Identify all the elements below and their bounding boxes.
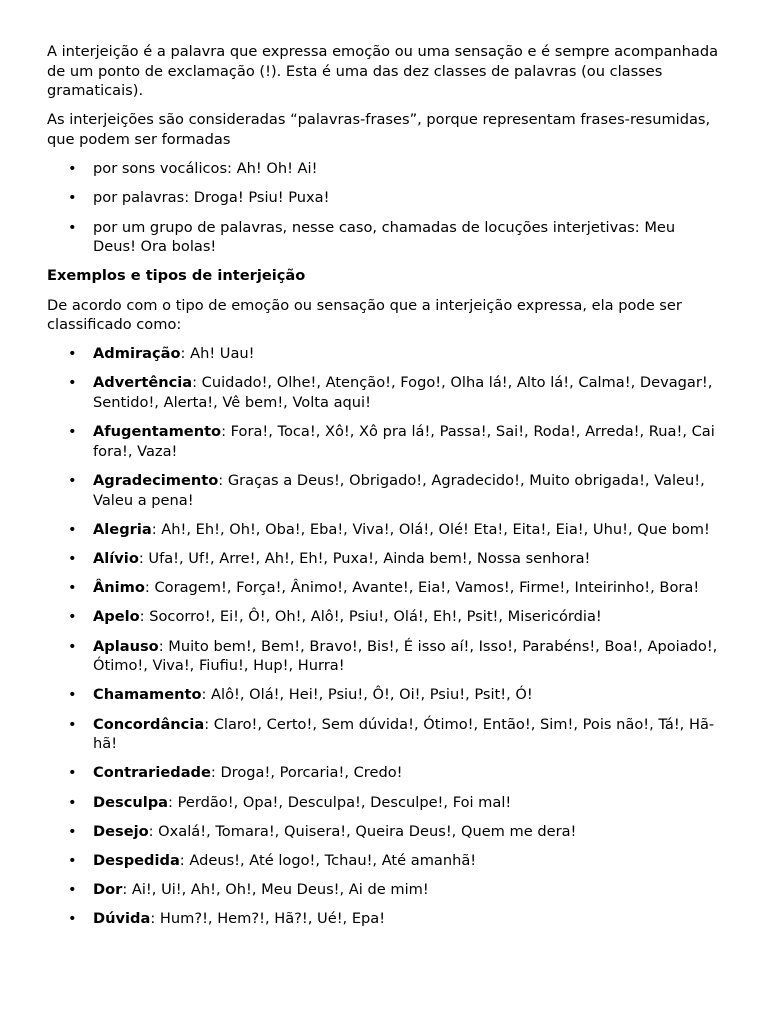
list-item bbox=[93, 373, 722, 412]
section-intro-paragraph: De acordo com o tipo de emoção ou sensação que a interjeição expressa, ela pode ser classificado como: bbox=[47, 296, 682, 334]
list-item: • por um grupo de palavras, nesse caso, chamadas de locuções interjetivas: Meu Deus! Ora bolas! bbox=[93, 218, 722, 257]
type-examples: : Graças a Deus!, Obrigado!, Agradecido!, Muito obrigada!, Valeu!, Valeu a pena! bbox=[93, 472, 705, 509]
intro-paragraph-formation: As interjeições são consideradas “palavras-frases”, porque representam frases-resumidas, que podem ser formadas bbox=[47, 111, 711, 148]
type-term: Despedida bbox=[93, 851, 180, 869]
list-item bbox=[93, 520, 722, 540]
type-examples: : Oxalá!, Tomara!, Quisera!, Queira Deus!, Quem me dera! bbox=[148, 822, 577, 840]
type-examples: : Ai!, Ui!, Ah!, Oh!, Meu Deus!, Ai de mim! bbox=[122, 881, 429, 899]
type-examples: : Muito bem!, Bem!, Bravo!, Bis!, É isso aí!, Isso!, Parabéns!, Boa!, Apoiado!, Ótimo!, Viva!, Fiufiu!, Hup!, Hurra! bbox=[93, 637, 718, 675]
type-term: Dor bbox=[93, 881, 123, 899]
type-examples: : Droga!, Porcaria!, Credo! bbox=[210, 764, 403, 782]
type-examples: : Claro!, Certo!, Sem dúvida!, Ótimo!, Então!, Sim!, Pois não!, Tá!, Hã-hã! bbox=[93, 715, 715, 753]
type-term: Afugentamento bbox=[93, 423, 222, 441]
list-item bbox=[93, 422, 722, 461]
list-item bbox=[93, 637, 722, 676]
type-term: Alegria bbox=[93, 520, 152, 538]
list-item bbox=[93, 715, 722, 754]
type-term: Advertência bbox=[93, 374, 193, 392]
type-examples: : Coragem!, Força!, Ânimo!, Avante!, Eia!, Vamos!, Firme!, Inteirinho!, Bora! bbox=[144, 579, 700, 597]
list-item bbox=[93, 909, 722, 929]
type-term: Aplauso bbox=[93, 637, 159, 655]
type-examples: : Alô!, Olá!, Hei!, Psiu!, Ô!, Oi!, Psiu!, Psit!, Ó! bbox=[201, 686, 533, 704]
list-item bbox=[93, 822, 722, 842]
type-term: Admiração bbox=[93, 345, 181, 363]
type-term: Contrariedade bbox=[93, 764, 211, 782]
list-item: • por palavras: Droga! Psiu! Puxa! bbox=[93, 188, 722, 208]
list-item: • por sons vocálicos: Ah! Oh! Ai! bbox=[93, 159, 722, 179]
type-examples: : Ah!, Eh!, Oh!, Oba!, Eba!, Viva!, Olá!, Olé! Eta!, Eita!, Eia!, Uhu!, Que bom! bbox=[151, 520, 710, 538]
list-item bbox=[93, 793, 722, 813]
type-term: Chamamento bbox=[93, 686, 202, 704]
list-item bbox=[93, 344, 722, 364]
type-examples: : Adeus!, Até logo!, Tchau!, Até amanhã! bbox=[179, 851, 477, 869]
type-term: Dúvida bbox=[93, 910, 151, 928]
types-list bbox=[47, 344, 722, 929]
type-examples: : Fora!, Toca!, Xô!, Xô pra lá!, Passa!, Sai!, Roda!, Arreda!, Rua!, Cai fora!, Vaza! bbox=[93, 423, 715, 460]
list-item bbox=[93, 685, 722, 705]
type-examples: : Socorro!, Ei!, Ô!, Oh!, Alô!, Psiu!, Olá!, Eh!, Psit!, Misericórdia! bbox=[139, 608, 602, 626]
type-examples: : Ufa!, Uf!, Arre!, Ah!, Eh!, Puxa!, Ainda bem!, Nossa senhora! bbox=[138, 550, 591, 567]
list-item bbox=[93, 578, 722, 598]
type-examples: : Hum?!, Hem?!, Hã?!, Ué!, Epa! bbox=[150, 910, 386, 928]
section-heading: Exemplos e tipos de interjeição bbox=[47, 267, 306, 285]
type-term: Apelo bbox=[93, 608, 140, 626]
list-item bbox=[93, 549, 722, 569]
intro-paragraph-definition: A interjeição é a palavra que expressa emoção ou uma sensação e é sempre acompanhada de um ponto de exclamação (!). Esta é uma das dez classes de palavras (ou classes gramaticais). bbox=[47, 43, 719, 100]
type-term: Alívio bbox=[93, 550, 139, 567]
type-term: Agradecimento bbox=[93, 472, 219, 490]
type-term: Desculpa bbox=[93, 793, 169, 811]
formation-list bbox=[47, 159, 722, 257]
list-item bbox=[93, 607, 722, 627]
type-examples: : Ah! Uau! bbox=[180, 345, 255, 363]
type-examples: : Cuidado!, Olhe!, Atenção!, Fogo!, Olha lá!, Alto lá!, Calma!, Devagar!, Sentido!, Alerta!, Vê bem!, Volta aqui! bbox=[93, 374, 713, 412]
list-item bbox=[93, 880, 722, 900]
type-examples: : Perdão!, Opa!, Desculpa!, Desculpe!, Foi mal! bbox=[168, 793, 512, 811]
list-item bbox=[93, 851, 722, 871]
list-item bbox=[93, 471, 722, 510]
type-term: Ânimo bbox=[93, 579, 145, 597]
list-item bbox=[93, 763, 722, 783]
type-term: Desejo bbox=[93, 822, 149, 840]
type-term: Concordância bbox=[93, 715, 205, 733]
